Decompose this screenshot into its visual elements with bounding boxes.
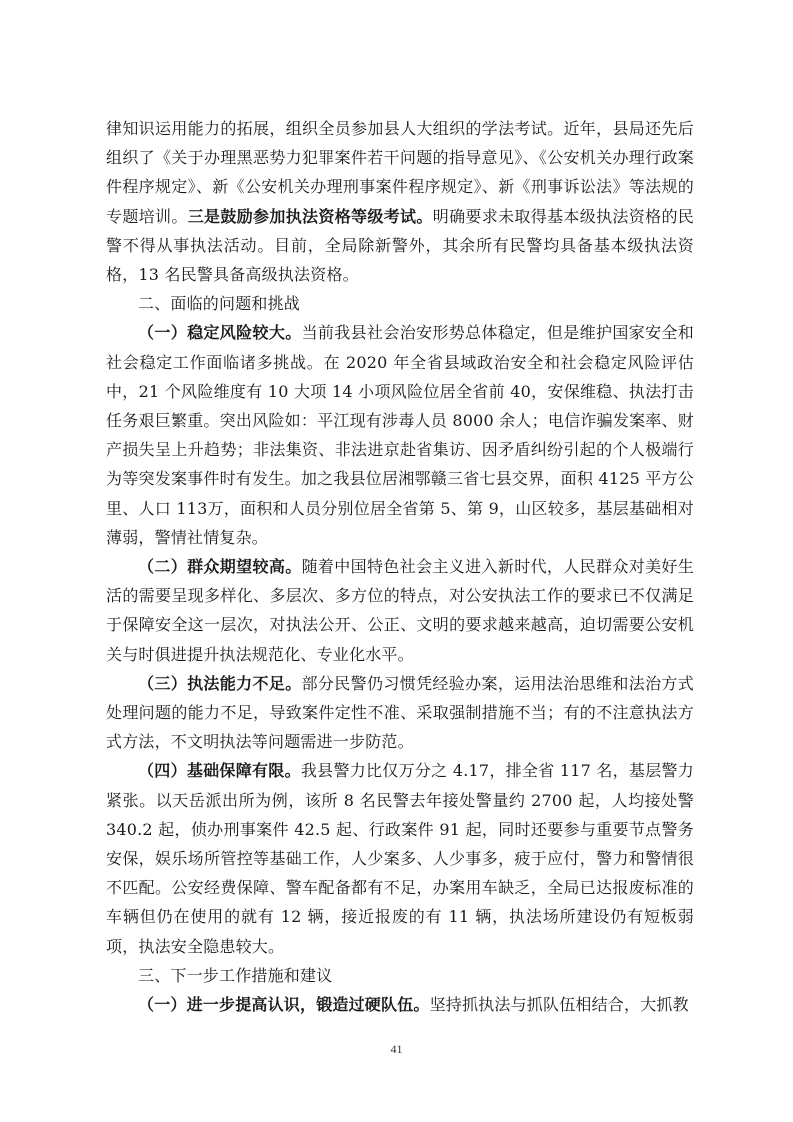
subheading-stability-risk: （一）稳定风险较大。: [138, 323, 302, 343]
section-heading-next-steps: 三、下一步工作措施和建议: [138, 965, 333, 985]
paragraph-enforcement-ability: （三）执法能力不足。部分民警仍习惯凭经验办案，运用法治思维和法治方式处理问题的能力不足，导致案件定性不准、采取强制措施不当；有的不注意执法方式方法，不文明执法等问题需进一步防范。: [106, 673, 694, 752]
paragraph-improve-awareness: （一）进一步提高认识，锻造过硬队伍。坚持抓执法与抓队伍相结合，大抓教: [138, 995, 689, 1015]
subheading-basic-support: （四）基础保障有限。: [138, 761, 301, 781]
document-body: [106, 114, 694, 1019]
subheading-enforcement-ability: （三）执法能力不足。: [138, 673, 302, 693]
subheading-improve-awareness: （一）进一步提高认识，锻造过硬队伍。: [138, 995, 430, 1015]
paragraph-continuation: 律知识运用能力的拓展，组织全员参加县人大组织的学法考试。近年，县局还先后组织了《关于办理黑恶势力犯罪案件若干问题的指导意见》、《公安机关办理行政案件程序规定》、新《公安机关办理刑事案件程序规定》、新《刑事诉讼法》等法规的专题培训。三是鼓励参加执法资格等级考试。明确要求未取得基本级执法资格的民警不得从事执法活动。目前，全局除新警外，其余所有民警均具备基本级执法资格，13 名民警具备高级执法资格。: [106, 119, 694, 285]
emphasis-exam: 三是鼓励参加执法资格等级考试。: [187, 206, 433, 226]
section-heading-problems: 二、面临的问题和挑战: [138, 294, 301, 314]
paragraph-stability-risk: （一）稳定风险较大。当前我县社会治安形势总体稳定，但是维护国家安全和社会稳定工作面临诸多挑战。在 2020 年全省县域政治安全和社会稳定风险评估中，21 个风险维度有 10 大项 14 小项风险位居全省前 40，安保维稳、执法打击任务艰巨繁重。突出风险如：平江现有涉毒人员 8000 余人；电信诈骗发案率、财产损失呈上升趋势；非法集资、非法进京赴省集访、因矛盾纠纷引起的个人极端行为等突发案事件时有发生。加之我县位居湘鄂赣三省七县交界，面积 4125 平方公里、人口 113万，面积和人员分别位居全省第 5、第 9，山区较多，基层基础相对薄弱，警情社情复杂。: [106, 323, 694, 547]
paragraph-public-expectation: （二）群众期望较高。随着中国特色社会主义进入新时代，人民群众对美好生活的需要呈现多样化、多层次、多方位的特点，对公安执法工作的要求已不仅满足于保障安全这一层次，对执法公开、公正、文明的要求越来越高，迫切需要公安机关与时俱进提升执法规范化、专业化水平。: [106, 557, 694, 664]
subheading-public-expectation: （二）群众期望较高。: [138, 557, 302, 577]
paragraph-basic-support: （四）基础保障有限。我县警力比仅万分之 4.17，排全省 117 名，基层警力紧张。以天岳派出所为例，该所 8 名民警去年接处警量约 2700 起，人均接处警 340.2 起，侦办刑事案件 42.5 起、行政案件 91 起，同时还要参与重要节点警务安保，娱乐场所管控等基础工作，人少案多、人少事多，疲于应付，警力和警情很不匹配。公安经费保障、警车配备都有不足，办案用车缺乏，全局已达报废标准的车辆但仍在使用的就有 12 辆，接近报废的有 11 辆，执法场所建设仍有短板弱项，执法安全隐患较大。: [106, 761, 694, 956]
page-number: 41: [390, 1042, 403, 1056]
